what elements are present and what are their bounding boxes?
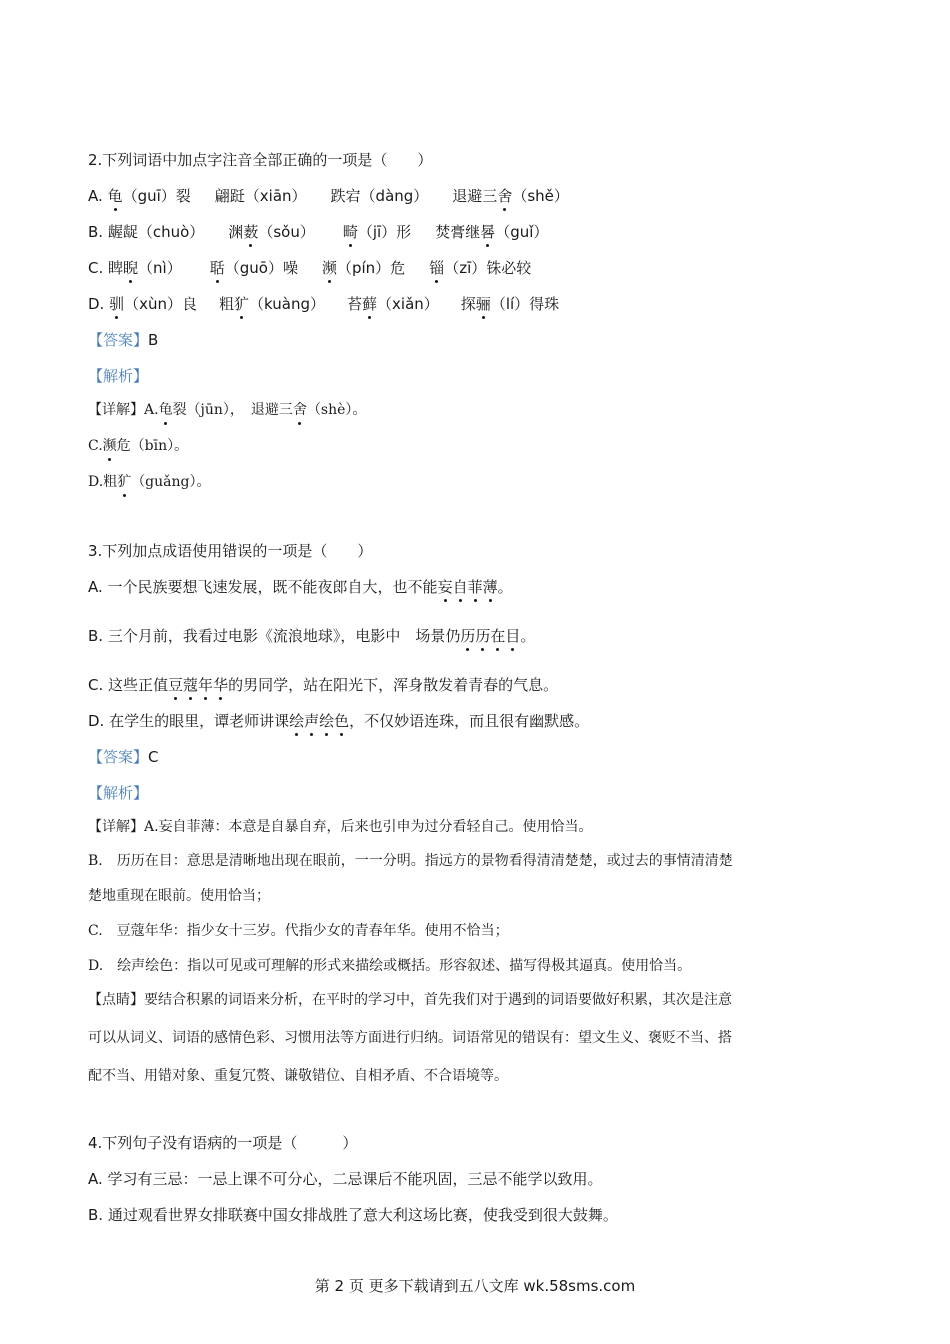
dotted-char: 骊 — [475, 295, 491, 313]
q3-analysis — [88, 783, 148, 803]
q4-option-a: A. 学习有三忌：一忌上课不可分心，二忌课后不能巩固，三忌不能学以致用。 — [88, 1170, 603, 1188]
option-label: A. — [88, 187, 108, 205]
q2-detail-2 — [88, 436, 188, 456]
answer-value: C — [148, 748, 159, 766]
word: 退避三 — [452, 187, 498, 205]
dotted-char: 自 — [452, 578, 468, 596]
tip-tag: 【点睛】 — [88, 992, 144, 1008]
dotted-char: 犷 — [234, 295, 250, 313]
dotted-char: 历 — [475, 627, 491, 645]
option-label: C. — [88, 259, 109, 277]
q2-analysis — [88, 366, 148, 386]
word: 苔 — [347, 295, 363, 313]
pinyin: （shě） — [512, 187, 569, 205]
dotted-char: 菲 — [467, 578, 483, 596]
detail-text: 裂（jūn）， 退避三 — [172, 402, 293, 418]
dotted-char: 濒 — [321, 259, 337, 277]
pinyin: （pín）危 — [336, 259, 406, 277]
pinyin: （jī）形 — [357, 223, 412, 241]
dotted-char: 蔻 — [183, 676, 199, 694]
dotted-char: 驯 — [109, 295, 125, 313]
pinyin: （lí）得珠 — [490, 295, 560, 313]
word: 翩跹 — [214, 187, 245, 205]
word: 焚膏继 — [435, 223, 481, 241]
q2-option-c — [88, 258, 531, 278]
q3-option-b — [88, 626, 535, 646]
analysis-tag: 【解析】 — [88, 784, 149, 802]
dotted-char: 声 — [304, 712, 320, 730]
dotted-char: 龟 — [158, 402, 173, 418]
q3-detail-d: D. 绘声绘色：指以可见或可理解的形式来描绘或概括。形容叙述、描写得极其逼真。使用恰当。 — [88, 958, 692, 974]
dotted-char: 睨 — [123, 259, 139, 277]
pinyin: （dàng） — [360, 187, 429, 205]
pinyin: （sǒu） — [258, 223, 315, 241]
pinyin: （nì） — [138, 259, 182, 277]
pinyin: （guō）噪 — [224, 259, 298, 277]
q3-option-d — [88, 711, 589, 731]
word: 探 — [460, 295, 476, 313]
option-text: D. 在学生的眼里，谭老师讲课 — [88, 712, 290, 730]
q2-detail-3 — [88, 472, 211, 492]
detail-text: （guǎng）。 — [131, 474, 211, 490]
dotted-char: 濒 — [102, 438, 117, 454]
q3-option-a — [88, 577, 513, 597]
option-text: 。 — [497, 578, 513, 596]
option-text: 的男同学，站在阳光下，浑身散发着青春的气息。 — [228, 676, 559, 694]
option-label: D. — [88, 295, 110, 313]
detail-text: （shè）。 — [306, 402, 367, 418]
dotted-char: 色 — [334, 712, 350, 730]
dotted-char: 目 — [505, 627, 521, 645]
dotted-char: 年 — [198, 676, 214, 694]
pinyin: （xiān） — [244, 187, 307, 205]
q2-option-a — [88, 186, 569, 206]
detail-tag: 【详解】 — [88, 402, 144, 418]
detail-text: A. — [144, 402, 159, 418]
q2-option-b — [88, 222, 548, 242]
q3-answer — [88, 747, 159, 767]
q3-tip-2: 可以从词义、词语的感情色彩、习惯用法等方面进行归纳。词语常见的错误有：望文生义、褒贬不当、搭 — [88, 1030, 732, 1046]
q4-option-b: B. 通过观看世界女排联赛中国女排战胜了意大利这场比赛，使我受到很大鼓舞。 — [88, 1206, 618, 1224]
detail-text: C. — [88, 438, 103, 454]
pinyin: （kuàng） — [249, 295, 325, 313]
dotted-char: 晷 — [480, 223, 496, 241]
detail-text: A.妄自菲薄：本意是自暴自弃，后来也引申为过分看轻自己。使用恰当。 — [144, 819, 593, 835]
q3-option-c — [88, 675, 558, 695]
word: 渊 — [228, 223, 244, 241]
dotted-char: 在 — [490, 627, 506, 645]
option-text: A. 一个民族要想飞速发展，既不能夜郎自大，也不能 — [88, 578, 438, 596]
word: 粗 — [219, 295, 235, 313]
pinyin: （xiǎn） — [377, 295, 439, 313]
q3-tip-1 — [88, 990, 732, 1010]
pinyin: （guǐ） — [495, 223, 549, 241]
dotted-char: 妄 — [437, 578, 453, 596]
q3-detail-b2: 楚地重现在眼前。使用恰当； — [88, 888, 270, 904]
q2-stem: 2.下列词语中加点字注音全部正确的一项是（ ） — [88, 151, 433, 169]
dotted-char: 历 — [460, 627, 476, 645]
option-label: B. — [88, 223, 108, 241]
q3-detail-c: C. 豆蔻年华：指少女十三岁。代指少女的青春年华。使用不恰当； — [88, 923, 509, 939]
q2-detail-1 — [88, 400, 366, 420]
answer-tag: 【答案】 — [88, 748, 149, 766]
q3-detail-b1: B. 历历在目：意思是清晰地出现在眼前，一一分明。指远方的景物看得清清楚楚，或过去的事情清清楚 — [88, 853, 733, 869]
q3-tip-3: 配不当、用错对象、重复冗赘、谦敬错位、自相矛盾、不合语境等。 — [88, 1068, 508, 1084]
dotted-char: 藓 — [362, 295, 378, 313]
page-footer: 第 2 页 更多下载请到五八文库 wk.58sms.com — [314, 1277, 636, 1295]
dotted-char: 薮 — [243, 223, 259, 241]
option-text: C. 这些正值 — [88, 676, 169, 694]
option-text: ，不仅妙语连珠，而且很有幽默感。 — [349, 712, 590, 730]
dotted-char: 龟 — [107, 187, 123, 205]
pinyin: （chuò） — [137, 223, 205, 241]
dotted-char: 锱 — [429, 259, 445, 277]
q2-answer — [88, 330, 158, 350]
answer-value: B — [148, 331, 159, 349]
dotted-char: 犷 — [117, 474, 132, 490]
dotted-char: 舍 — [292, 402, 307, 418]
tip-text: 要结合积累的词语来分析，在平时的学习中，首先我们对于遇到的词语要做好积累，其次是注意 — [144, 992, 732, 1008]
answer-tag: 【答案】 — [88, 331, 149, 349]
pinyin: （xùn）良 — [124, 295, 198, 313]
dotted-char: 舍 — [497, 187, 513, 205]
dotted-char: 绘 — [319, 712, 335, 730]
q4-stem: 4.下列句子没有语病的一项是（ ） — [88, 1134, 358, 1152]
detail-text: 危（bīn）。 — [116, 438, 189, 454]
q3-stem: 3.下列加点成语使用错误的一项是（ ） — [88, 542, 373, 560]
dotted-char: 华 — [213, 676, 229, 694]
dotted-char: 薄 — [482, 578, 498, 596]
pinyin: （guī）裂 — [122, 187, 191, 205]
option-text: 。 — [520, 627, 536, 645]
option-text: B. 三个月前，我看过电影《流浪地球》，电影中 场景仍 — [88, 627, 461, 645]
dotted-char: 聒 — [209, 259, 225, 277]
q3-detail-a — [88, 817, 593, 837]
detail-tag: 【详解】 — [88, 819, 144, 835]
dotted-char: 绘 — [289, 712, 305, 730]
q2-option-d — [88, 294, 559, 314]
word: 跌宕 — [330, 187, 361, 205]
word: 龌龊 — [107, 223, 138, 241]
pinyin: （zī）铢必较 — [444, 259, 532, 277]
detail-text: D.粗 — [88, 474, 118, 490]
dotted-char: 豆 — [168, 676, 184, 694]
dotted-char: 畸 — [342, 223, 358, 241]
word: 睥 — [108, 259, 124, 277]
analysis-tag: 【解析】 — [88, 367, 149, 385]
